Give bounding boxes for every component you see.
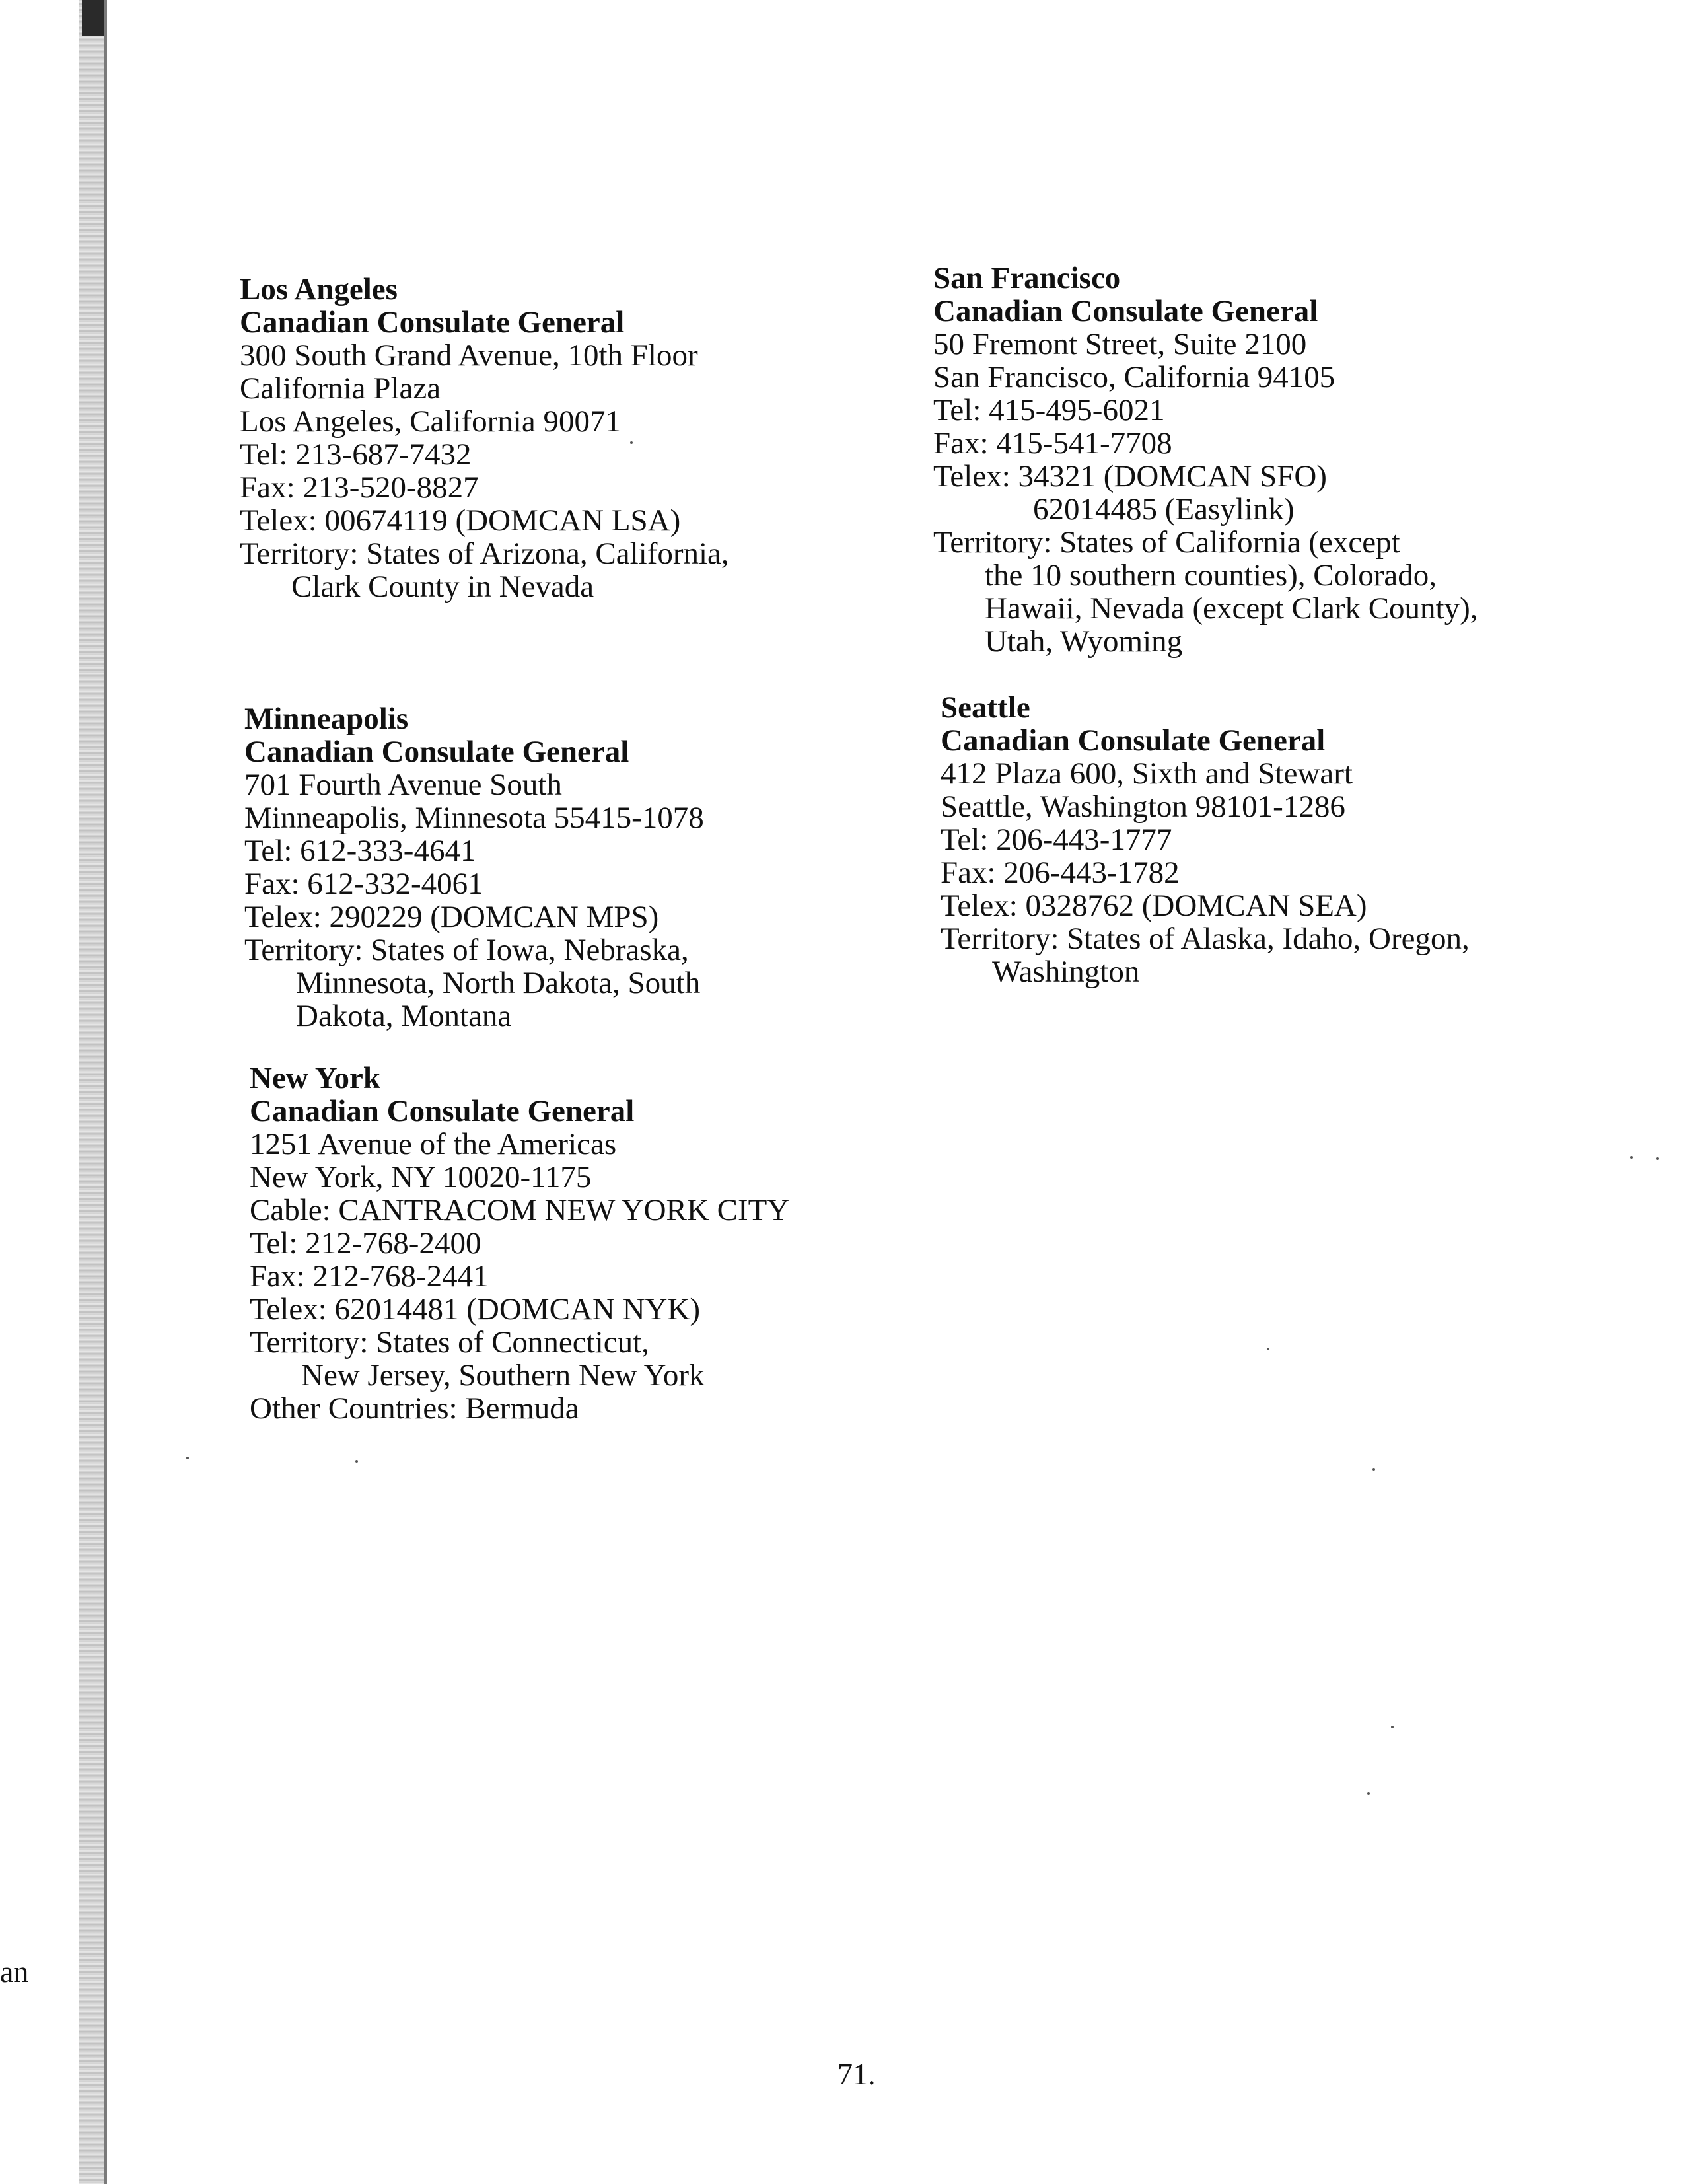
- address-line-2: Minneapolis, Minnesota 55415-1078: [244, 801, 704, 835]
- other-countries-line: Other Countries: Bermuda: [250, 1391, 579, 1426]
- telex-line: Telex: 0328762 (DOMCAN SEA): [941, 889, 1367, 923]
- territory-line-2: Washington: [992, 955, 1140, 989]
- address-line-1: 412 Plaza 600, Sixth and Stewart: [941, 756, 1353, 791]
- tel-line: Tel: 213-687-7432: [240, 437, 472, 472]
- office-block-new-york: [250, 1062, 789, 1425]
- scan-speck: [1656, 1157, 1659, 1160]
- territory-line-1: Territory: States of California (except: [933, 525, 1400, 560]
- fax-line: Fax: 213-520-8827: [240, 470, 479, 505]
- scan-speck: [355, 1460, 358, 1463]
- city-heading: Seattle: [941, 690, 1030, 725]
- city-heading: Los Angeles: [240, 272, 398, 307]
- territory-line-1: Territory: States of Arizona, California,: [240, 536, 729, 571]
- territory-line-2: the 10 southern counties), Colorado,: [985, 558, 1437, 593]
- scan-speck: [186, 1457, 189, 1459]
- office-name: Canadian Consulate General: [240, 305, 625, 340]
- scan-speck: [1372, 1468, 1375, 1471]
- telex-line: Telex: 00674119 (DOMCAN LSA): [240, 503, 681, 538]
- binding-top-mark: [82, 0, 104, 36]
- scan-speck: [1267, 1348, 1269, 1350]
- territory-line-1: Territory: States of Iowa, Nebraska,: [244, 933, 689, 967]
- city-heading: Minneapolis: [244, 702, 409, 736]
- address-line-2: New York, NY 10020-1175: [250, 1160, 592, 1194]
- tel-line: Tel: 206-443-1777: [941, 822, 1172, 857]
- tel-line: Tel: 415-495-6021: [933, 393, 1165, 427]
- scan-speck: [1391, 1726, 1394, 1728]
- office-block-los-angeles: [240, 273, 729, 603]
- address-line-1: 1251 Avenue of the Americas: [250, 1127, 617, 1161]
- address-line-2: San Francisco, California 94105: [933, 360, 1335, 394]
- page-number: 71.: [837, 2057, 876, 2091]
- telex-line-1: Telex: 34321 (DOMCAN SFO): [933, 459, 1327, 493]
- telex-line: Telex: 290229 (DOMCAN MPS): [244, 900, 659, 934]
- cable-line: Cable: CANTRACOM NEW YORK CITY: [250, 1193, 790, 1227]
- city-heading: San Francisco: [933, 261, 1121, 295]
- fax-line: Fax: 212-768-2441: [250, 1259, 489, 1293]
- address-line-1: 300 South Grand Avenue, 10th Floor: [240, 338, 698, 373]
- tel-line: Tel: 212-768-2400: [250, 1226, 481, 1260]
- office-name: Canadian Consulate General: [933, 294, 1318, 328]
- address-line-2: California Plaza: [240, 371, 441, 406]
- address-line-3: Los Angeles, California 90071: [240, 404, 621, 439]
- office-name: Canadian Consulate General: [244, 735, 629, 769]
- office-name: Canadian Consulate General: [250, 1094, 635, 1128]
- telex-line: Telex: 62014481 (DOMCAN NYK): [250, 1292, 701, 1327]
- address-line-2: Seattle, Washington 98101-1286: [941, 789, 1345, 824]
- territory-line-2: Minnesota, North Dakota, South: [296, 966, 701, 1000]
- office-block-seattle: [941, 691, 1470, 988]
- telex-line-2: 62014485 (Easylink): [1033, 492, 1295, 527]
- territory-line-3: Hawaii, Nevada (except Clark County),: [985, 591, 1478, 626]
- fax-line: Fax: 206-443-1782: [941, 855, 1180, 890]
- city-heading: New York: [250, 1061, 380, 1095]
- fax-line: Fax: 415-541-7708: [933, 426, 1172, 460]
- territory-line-1: Territory: States of Connecticut,: [250, 1325, 649, 1360]
- office-name: Canadian Consulate General: [941, 723, 1326, 758]
- territory-line-4: Utah, Wyoming: [985, 624, 1183, 659]
- territory-line-2: Clark County in Nevada: [291, 569, 594, 604]
- territory-line-3: Dakota, Montana: [296, 999, 512, 1033]
- margin-text-fragment: an: [0, 1955, 29, 1988]
- fax-line: Fax: 612-332-4061: [244, 867, 483, 901]
- office-block-minneapolis: [244, 702, 704, 1033]
- tel-line: Tel: 612-333-4641: [244, 834, 476, 868]
- address-line-1: 701 Fourth Avenue South: [244, 768, 562, 802]
- territory-line-1: Territory: States of Alaska, Idaho, Oregon,: [941, 922, 1470, 956]
- address-line-1: 50 Fremont Street, Suite 2100: [933, 327, 1307, 361]
- scan-speck: [630, 441, 633, 444]
- page-binding-edge: [79, 0, 107, 2184]
- scan-speck: [1630, 1156, 1633, 1159]
- office-block-san-francisco: [933, 262, 1478, 658]
- scan-speck: [1367, 1792, 1370, 1795]
- territory-line-2: New Jersey, Southern New York: [301, 1358, 705, 1393]
